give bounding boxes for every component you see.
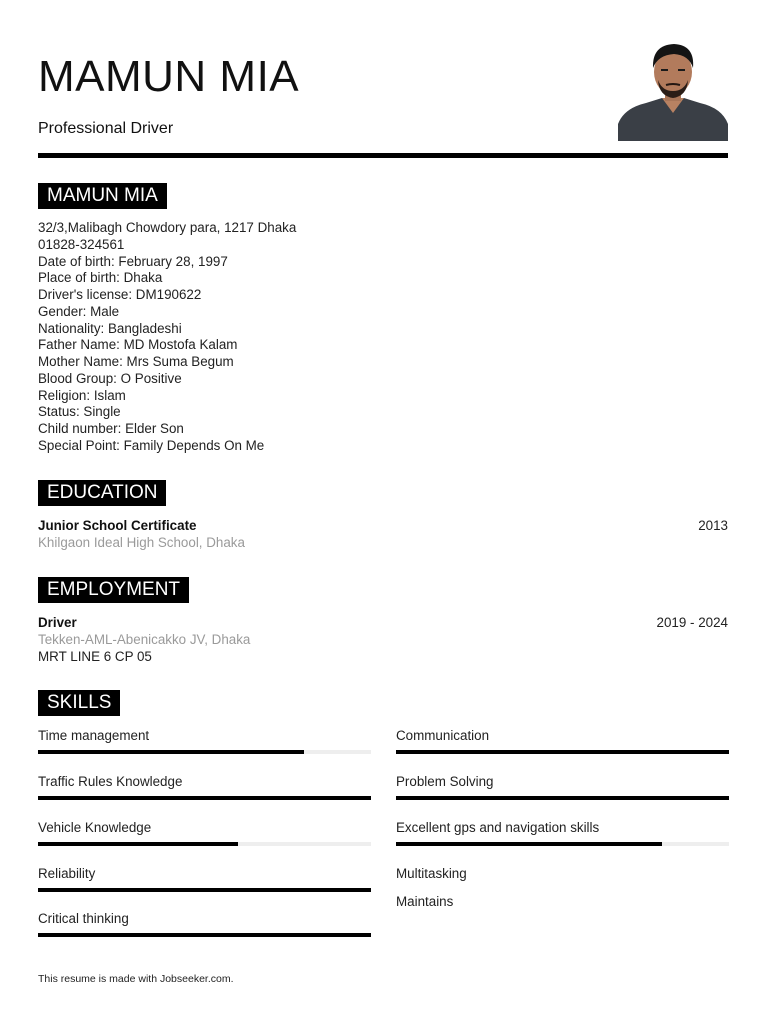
employment-section-heading: EMPLOYMENT [38,577,189,603]
candidate-name: MAMUN MIA [38,52,300,101]
skill-bar-fill [396,750,729,754]
skill-label: Problem Solving [396,774,494,789]
personal-details-list [38,220,296,455]
child-number: Child number: Elder Son [38,421,184,436]
personal-section-heading: MAMUN MIA [38,183,167,209]
skill-bar-track [396,750,729,754]
skill-label: Critical thinking [38,911,129,926]
skill-label: Vehicle Knowledge [38,820,152,835]
nationality: Nationality: Bangladeshi [38,320,182,336]
employment-date: 2019 - 2024 [656,615,728,630]
gender: Gender: Male [38,303,120,319]
skill-label: Reliability [38,866,96,881]
skill-bar-track [38,888,371,892]
skill-label: Communication [396,728,490,743]
education-school: Khilgaon Ideal High School, Dhaka [38,535,245,550]
skill-bar-track [38,933,371,937]
skill-bar-track [38,796,371,800]
religion: Religion: Islam [38,387,126,403]
blood-group: Blood Group: O Positive [38,370,182,386]
drivers-license: Driver's license: DM190622 [38,287,202,302]
skills-section-heading: SKILLS [38,690,120,716]
date-of-birth: Date of birth: February 28, 1997 [38,253,228,269]
special-point: Special Point: Family Depends On Me [38,437,265,453]
skill-bar-fill [38,933,371,937]
skill-label: Excellent gps and navigation skills [396,820,600,835]
mother-name: Mother Name: Mrs Suma Begum [38,354,234,369]
father-name: Father Name: MD Mostofa Kalam [38,337,238,353]
skill-bar-track [396,796,729,800]
phone-number: 01828-324561 [38,236,125,252]
skill-bar-fill [38,796,371,800]
skill-bar-fill [38,888,371,892]
skill-bar-fill [38,750,304,754]
header-divider [38,153,728,158]
skill-bar-track [396,842,729,846]
employment-detail: MRT LINE 6 CP 05 [38,649,152,664]
skill-maintains: Maintains [396,894,454,909]
skill-label: Time management [38,728,150,743]
skill-bar-fill [38,842,238,846]
place-of-birth: Place of birth: Dhaka [38,270,163,286]
education-section-heading: EDUCATION [38,480,166,506]
address: 32/3,Malibagh Chowdory para, 1217 Dhaka [38,220,297,235]
employment-title: Driver [38,615,77,630]
skill-bar-fill [396,842,662,846]
skill-multitasking: Multitasking [396,866,467,881]
marital-status: Status: Single [38,404,121,420]
skill-bar-fill [396,796,729,800]
profile-photo [618,40,728,141]
footer-note: This resume is made with Jobseeker.com. [38,973,234,985]
skill-label: Traffic Rules Knowledge [38,774,183,789]
skill-bar-track [38,750,371,754]
employment-employer: Tekken-AML-Abenicakko JV, Dhaka [38,632,251,647]
job-title: Professional Driver [38,120,174,137]
skill-bar-track [38,842,371,846]
education-title: Junior School Certificate [38,518,197,533]
education-date: 2013 [698,518,728,533]
